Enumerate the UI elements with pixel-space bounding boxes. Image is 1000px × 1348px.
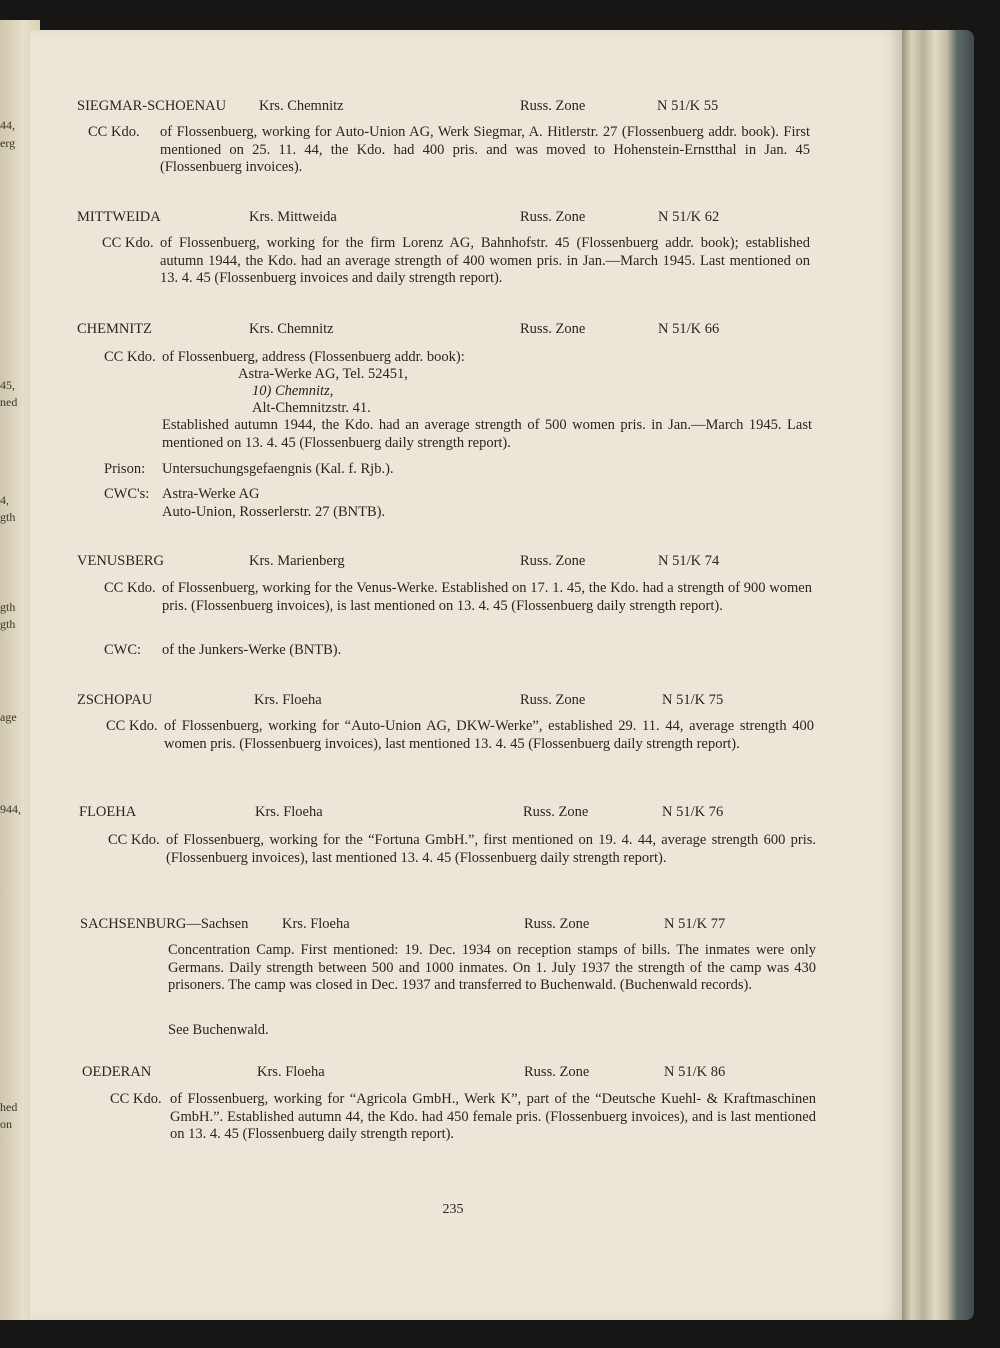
address-line: 10) Chemnitz, bbox=[252, 383, 334, 399]
entry-header bbox=[30, 916, 902, 938]
entry-row bbox=[30, 718, 820, 774]
place-name: ZSCHOPAU bbox=[77, 692, 153, 708]
margin-fragment: ned bbox=[0, 395, 18, 409]
row-label: CC Kdo. bbox=[110, 1091, 162, 1107]
zone: Russ. Zone bbox=[520, 98, 586, 114]
margin-fragment: gth bbox=[0, 600, 16, 614]
entry-row bbox=[30, 349, 820, 367]
entry-header bbox=[30, 98, 902, 120]
row-label: CC Kdo. bbox=[88, 124, 140, 140]
book-page bbox=[30, 30, 902, 1320]
entry-row bbox=[30, 235, 820, 291]
margin-fragment: on bbox=[0, 1117, 12, 1131]
entry-row bbox=[30, 400, 820, 418]
entry-row bbox=[30, 461, 820, 479]
entry-row bbox=[30, 832, 820, 888]
row-text: of Flossenbuerg, working for the “Fortuna GmbH.”, first mentioned on 19. 4. 44, average strength 600 pris. (Flossenbuerg invoices), last mentioned 13. 4. 45 (Flossenbuerg daily strength report). bbox=[166, 832, 816, 866]
entry-row bbox=[30, 383, 820, 401]
row-label: CC Kdo. bbox=[104, 580, 156, 596]
row-text: of Flossenbuerg, working for the Venus-Werke. Established on 17. 1. 45, the Kdo. had a strength of 900 women pris. (Flossenbuerg invoices), is last mentioned on 13. 4. 45 (Flossenbuerg daily strength report). bbox=[162, 580, 812, 614]
entry-row bbox=[30, 942, 820, 1016]
entry-row bbox=[30, 1091, 820, 1147]
grid-reference: N 51/K 75 bbox=[662, 692, 724, 708]
row-label: CC Kdo. bbox=[102, 235, 154, 251]
row-text: Auto-Union, Rosserlerstr. 27 (BNTB). bbox=[162, 504, 386, 520]
margin-fragment: 44, bbox=[0, 118, 15, 132]
entry-header bbox=[30, 209, 902, 231]
entry-row bbox=[30, 124, 820, 180]
entry-row bbox=[30, 580, 820, 636]
row-label: CC Kdo. bbox=[106, 718, 158, 734]
entry-row bbox=[30, 504, 820, 522]
place-name: VENUSBERG bbox=[77, 553, 165, 569]
margin-fragment: gth bbox=[0, 510, 16, 524]
margin-fragment: hed bbox=[0, 1100, 18, 1114]
entry-header bbox=[30, 553, 902, 575]
entry-header bbox=[30, 692, 902, 714]
district: Krs. Mittweida bbox=[249, 209, 337, 225]
zone: Russ. Zone bbox=[524, 1064, 590, 1080]
row-label: CWC's: bbox=[104, 486, 150, 502]
margin-fragment: 45, bbox=[0, 378, 15, 392]
row-label: CC Kdo. bbox=[104, 349, 156, 365]
zone: Russ. Zone bbox=[520, 692, 586, 708]
grid-reference: N 51/K 76 bbox=[662, 804, 724, 820]
row-text: of Flossenbuerg, working for the firm Lorenz AG, Bahnhofstr. 45 (Flossenbuerg addr. book); established autumn 1944, the Kdo. had an average strength of 400 women pris. in Jan.—March 1945. Last mentioned on 13. 4. 45 (Flossenbuerg invoices and daily strength report). bbox=[160, 235, 810, 286]
address-line: Alt-Chemnitzstr. 41. bbox=[252, 400, 371, 416]
place-name: CHEMNITZ bbox=[77, 321, 152, 337]
entry-row bbox=[30, 417, 820, 455]
entry-header bbox=[30, 804, 902, 826]
place-name: FLOEHA bbox=[79, 804, 137, 820]
zone: Russ. Zone bbox=[520, 321, 586, 337]
row-text: of Flossenbuerg, working for “Agricola GmbH., Werk K”, part of the “Deutsche Kuehl- & Kraftmaschinen GmbH.”. Established autumn 44, the Kdo. had 450 female pris. (Flossenbuerg invoices), and is last mentioned on 13. 4. 45 (Flossenbuerg daily strength report). bbox=[170, 1091, 816, 1142]
row-text: of Flossenbuerg, working for “Auto-Union AG, DKW-Werke”, established 29. 11. 44, average strength 400 women pris. (Flossenbuerg invoices), last mentioned 13. 4. 45 (Flossenbuerg daily strength report). bbox=[164, 718, 814, 752]
entry-header bbox=[30, 1064, 902, 1086]
district: Krs. Floeha bbox=[254, 692, 322, 708]
district: Krs. Chemnitz bbox=[259, 98, 344, 114]
row-text: of Flossenbuerg, address (Flossenbuerg addr. book): bbox=[162, 349, 465, 365]
row-text: of the Junkers-Werke (BNTB). bbox=[162, 642, 342, 658]
district: Krs. Marienberg bbox=[249, 553, 345, 569]
margin-fragment: 944, bbox=[0, 802, 21, 816]
row-text: Untersuchungsgefaengnis (Kal. f. Rjb.). bbox=[162, 461, 394, 477]
row-text: Concentration Camp. First mentioned: 19. Dec. 1934 on reception stamps of bills. The inmates were only Germans. Daily strength between 500 and 1000 inmates. On 1. July 1937 the strength of the camp was 430 prisoners. The camp was closed in Dec. 1937 and transferred to Buchenwald. (Buchenwald records). bbox=[168, 942, 816, 993]
address-line: Astra-Werke AG, Tel. 52451, bbox=[238, 366, 408, 382]
page-number: 235 bbox=[442, 1202, 464, 1217]
district: Krs. Floeha bbox=[257, 1064, 325, 1080]
entry-row bbox=[30, 642, 820, 660]
place-name: SIEGMAR-SCHOENAU bbox=[77, 98, 227, 114]
zone: Russ. Zone bbox=[524, 916, 590, 932]
entry-row bbox=[30, 366, 820, 384]
row-text: See Buchenwald. bbox=[168, 1022, 269, 1038]
district: Krs. Floeha bbox=[255, 804, 323, 820]
row-text: Astra-Werke AG bbox=[162, 486, 260, 502]
entry-row bbox=[30, 1022, 820, 1040]
entry-header bbox=[30, 321, 902, 343]
margin-fragment: 4, bbox=[0, 493, 9, 507]
entry-row bbox=[30, 486, 820, 504]
place-name: OEDERAN bbox=[82, 1064, 152, 1080]
book-page-stack bbox=[896, 30, 974, 1320]
place-name: SACHSENBURG—Sachsen bbox=[80, 916, 249, 932]
row-label: CWC: bbox=[104, 642, 142, 658]
grid-reference: N 51/K 77 bbox=[664, 916, 726, 932]
grid-reference: N 51/K 62 bbox=[658, 209, 720, 225]
zone: Russ. Zone bbox=[520, 553, 586, 569]
grid-reference: N 51/K 66 bbox=[658, 321, 720, 337]
zone: Russ. Zone bbox=[523, 804, 589, 820]
margin-fragment: gth bbox=[0, 617, 16, 631]
grid-reference: N 51/K 86 bbox=[664, 1064, 726, 1080]
row-text: Established autumn 1944, the Kdo. had an average strength of 500 women pris. in Jan.—March 1945. Last mentioned on 13. 4. 45 (Flossenbuerg daily strength report). bbox=[162, 417, 812, 451]
row-label: CC Kdo. bbox=[108, 832, 160, 848]
district: Krs. Floeha bbox=[282, 916, 350, 932]
place-name: MITTWEIDA bbox=[77, 209, 161, 225]
zone: Russ. Zone bbox=[520, 209, 586, 225]
row-text: of Flossenbuerg, working for Auto-Union AG, Werk Siegmar, A. Hitlerstr. 27 (Flossenbuerg addr. book). First mentioned on 25. 11. 44, the Kdo. had 400 pris. and was moved to Hohenstein-Ernstthal in Jan. 45 (Flossenbuerg invoices). bbox=[160, 124, 810, 175]
grid-reference: N 51/K 55 bbox=[657, 98, 719, 114]
row-label: Prison: bbox=[104, 461, 146, 477]
margin-fragment: erg bbox=[0, 136, 16, 150]
margin-fragment: age bbox=[0, 710, 17, 724]
grid-reference: N 51/K 74 bbox=[658, 553, 720, 569]
district: Krs. Chemnitz bbox=[249, 321, 334, 337]
